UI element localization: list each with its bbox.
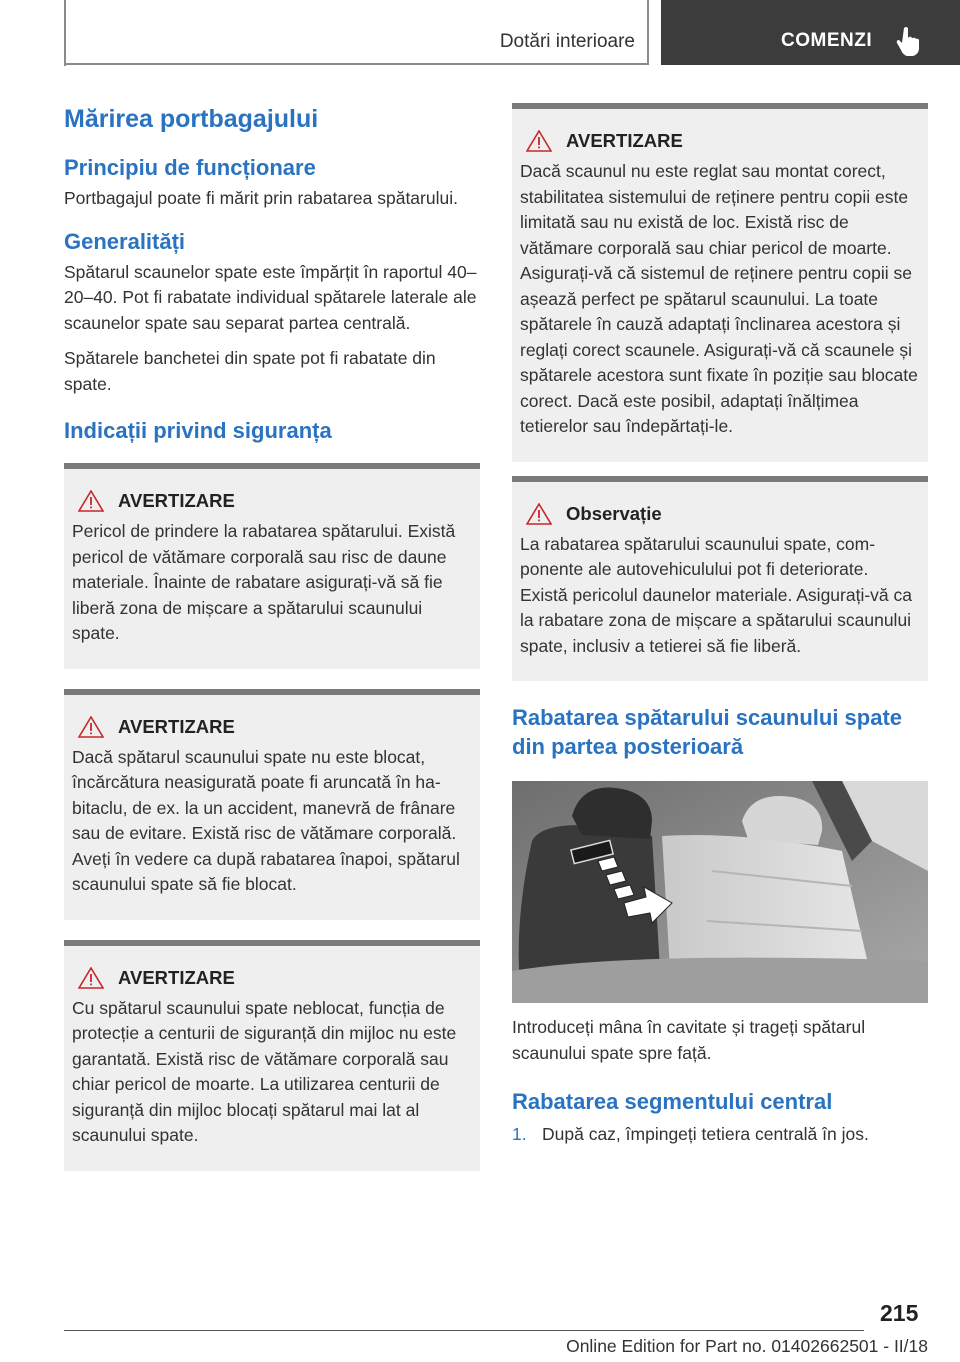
- note-title: Observație: [566, 502, 662, 524]
- edition-footer: Online Edition for Part no. 01402662501 - II/18: [566, 1336, 928, 1356]
- warning-box: [64, 463, 480, 669]
- page-header: [0, 0, 960, 66]
- heading-center-segment: Rabatarea segmentului central: [512, 1089, 833, 1114]
- warning-title: AVERTIZARE: [118, 966, 235, 988]
- paragraph-general-1: Spătarul scaunelor spate este împărțit în raportul 40–20–40. Pot fi rabatate individual spătarele laterale ale scaunelor spate sau separat partea centrală.: [64, 261, 477, 333]
- right-column: [512, 100, 928, 1147]
- heading-principle: Principiu de funcționare: [64, 155, 316, 180]
- warning-title: AVERTIZARE: [566, 130, 683, 151]
- warning-text: Dacă spătarul scaunului spate nu este blocat, încărcătura neasigurată poate fi aruncată în habitaclu, de ex. la un accident, manevră de frânare sau de evitare. Există risc de vătămare corporală. Aveți în vedere ca după rabatarea înapoi, spătarul scaunului spate să fie blocat.: [72, 746, 460, 894]
- page-number: 215: [880, 1300, 919, 1326]
- left-column: [64, 100, 480, 1171]
- paragraph-principle: Portbagajul poate fi mărit prin rabatarea spătarului.: [64, 188, 458, 208]
- section-title: Dotări interioare: [499, 31, 635, 52]
- warning-text: Cu spătarul scaunului spate neblocat, funcția de protecție a centurii de siguranță din mijloc nu este garantată. Există risc de vătămare corporală sau chiar pericol de moarte. La utilizarea centurii de siguranță din mijloc blocați spătarul mai lat al scaunului spate.: [72, 997, 457, 1145]
- steps-list: [512, 1122, 928, 1147]
- page-title: Mărirea portbagajului: [64, 105, 319, 133]
- header-divider-right: [647, 0, 649, 65]
- note-box: [512, 476, 928, 682]
- list-item: [512, 1122, 928, 1147]
- step-text: După caz, împingeți tetiera centrală în jos.: [542, 1124, 869, 1144]
- footer-rule: [64, 1330, 864, 1331]
- chapter-tab[interactable]: [661, 0, 960, 65]
- warning-triangle-icon: [78, 716, 104, 738]
- hand-pointer-icon: [896, 26, 920, 61]
- heading-fold-backrest: Rabatarea spătarului scaunului spate din partea posterioară: [512, 705, 903, 759]
- warning-triangle-icon: [526, 130, 552, 152]
- heading-general: Generalități: [64, 228, 186, 254]
- warning-triangle-icon: [78, 967, 104, 989]
- warning-triangle-icon: [78, 490, 104, 512]
- rear-seat-photo: [512, 781, 928, 1003]
- warning-box: [64, 689, 480, 920]
- warning-title: AVERTIZARE: [118, 490, 235, 511]
- warning-text: Dacă scaunul nu este reglat sau montat corect, stabilitatea sistemului de reținere pentru copii este limitată sau nu există de loc. Există risc de vătămare corporală sau chiar pericol de moarte. Asigurați-vă că sistemul de reținere pentru copii se așează perfect pe spătarul scaunului. La toate spătarele în cauză adaptați înclinarea acestora și reglați corect scaunele. Asigurați-vă că scaunele și spătarele acestora sunt fixate în poziție sau blocate corect. Dacă este posibil, adaptați înălțimea tetierelor sau îndepărtați-le.: [520, 161, 918, 436]
- heading-safety: Indicații privind siguranța: [64, 418, 332, 443]
- warning-box: [64, 940, 480, 1171]
- warning-box: [512, 103, 928, 462]
- note-text: La rabatarea spătarului scaunului spate, componente ale autovehiculului pot fi deteriorate. Există pericolul daunelor materiale. Asigurați-vă ca la rabatare zona de mișcare a spătarului scaunului spate, inclusiv a tetierei să fie liberă.: [520, 533, 912, 656]
- warning-title: AVERTIZARE: [118, 715, 235, 737]
- note-triangle-icon: [526, 503, 552, 525]
- header-underline: [64, 63, 649, 65]
- paragraph-general-2: Spătarele banchetei din spate pot fi rabatate din spate.: [64, 348, 436, 394]
- warning-text: Pericol de prindere la rabatarea spătarului. Există pericol de vătămare corporală sau risc de daune materiale. Înainte de rabatare asigurați-vă să fie liberă zona de mișcare a spătarului scaunului spate.: [72, 521, 456, 643]
- step-number: 1.: [512, 1124, 527, 1144]
- chapter-tab-label: COMENZI: [781, 30, 873, 51]
- paragraph-fold: Introduceți mâna în cavitate și trageți spătarul scaunului spate spre față.: [512, 1017, 866, 1063]
